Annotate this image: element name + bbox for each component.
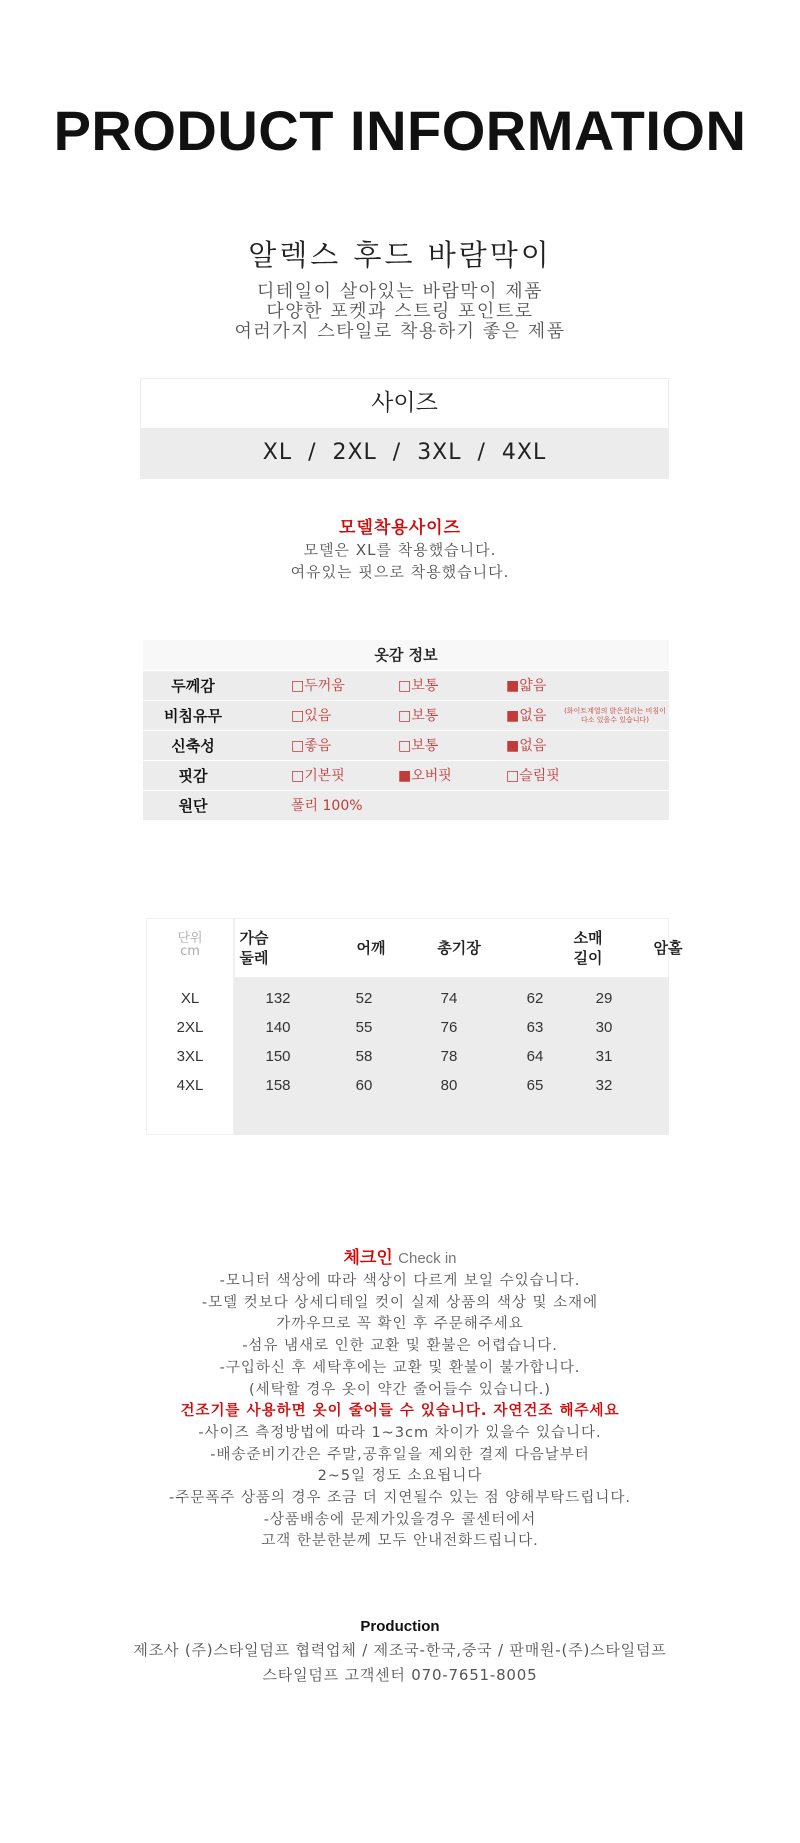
checkin-line: 고객 한분한분께 모두 안내전화드립니다.	[261, 1533, 539, 1550]
fabric-row-stretch	[143, 730, 669, 760]
fabric-option: ■없음	[506, 708, 547, 724]
measurement-column-label: 가슴	[239, 929, 269, 947]
measurement-cell: 158	[265, 1077, 291, 1094]
measurement-column-header	[429, 938, 489, 958]
fabric-option: □있음	[291, 708, 332, 724]
measurement-column-header	[224, 928, 284, 968]
checkin-title-ko: 체크인	[343, 1248, 393, 1268]
checkin-line: -배송준비기간은 주말,공휴일을 제외한 결제 다음날부터	[210, 1446, 590, 1463]
unit-label-line: 단위	[177, 931, 203, 946]
size-cell: 3XL	[176, 1048, 204, 1065]
measurement-cell: 65	[526, 1077, 544, 1094]
size-box	[140, 378, 669, 479]
measurement-cell: 150	[265, 1048, 291, 1065]
product-description	[0, 282, 800, 342]
size-cell: 2XL	[176, 1019, 204, 1036]
measurement-cell: 60	[355, 1077, 373, 1094]
fabric-row-label: 핏감	[178, 767, 208, 785]
size-cell: XL	[180, 990, 200, 1007]
fabric-row-see-through	[143, 700, 669, 730]
measurement-column-header	[341, 938, 401, 958]
measurement-cell: 140	[265, 1019, 291, 1036]
measurement-cell: 74	[440, 990, 458, 1007]
fabric-row-label: 비침유무	[164, 707, 222, 725]
measurement-column-label: 암홀	[653, 939, 683, 957]
measurement-column-header	[638, 938, 698, 958]
model-size-line: 모델은 XL를 착용했습니다.	[303, 541, 497, 559]
description-line: 디테일이 살아있는 바람막이 제품	[256, 281, 544, 302]
fabric-option: □두꺼움	[291, 678, 345, 694]
fabric-row-thickness	[143, 670, 669, 700]
fabric-row-fit	[143, 760, 669, 790]
model-size-section	[0, 517, 800, 583]
model-size-title: 모델착용사이즈	[339, 518, 461, 538]
fabric-option: □보통	[398, 678, 439, 694]
measurement-table	[146, 918, 683, 1135]
fabric-row-label: 두께감	[171, 677, 215, 695]
measurement-column-label: 소매	[573, 929, 603, 947]
description-line: 다양한 포켓과 스트링 포인트로	[266, 301, 534, 322]
measurement-cell: 52	[355, 990, 373, 1007]
checkin-title-en: Check in	[398, 1250, 457, 1267]
checkin-line: (세탁할 경우 옷이 약간 줄어들수 있습니다.)	[248, 1381, 552, 1398]
measurement-column-header	[558, 928, 618, 968]
size-cell: 4XL	[176, 1077, 204, 1094]
fabric-option: ■오버핏	[398, 768, 452, 784]
fabric-option: □보통	[398, 738, 439, 754]
production-section	[0, 1617, 800, 1687]
fabric-option: □슬림핏	[506, 768, 560, 784]
measurement-cell: 78	[440, 1048, 458, 1065]
description-line: 여러가지 스타일로 착용하기 좋은 제품	[234, 321, 566, 342]
fabric-option: 폴리 100%	[291, 798, 363, 814]
measurement-cell: 58	[355, 1048, 373, 1065]
fabric-info-header: 옷감 정보	[143, 640, 669, 670]
size-values: XL / 2XL / 3XL / 4XL	[141, 428, 668, 478]
measurement-cell: 62	[526, 990, 544, 1007]
fabric-note	[563, 707, 667, 725]
fabric-option: □기본핏	[291, 768, 345, 784]
checkin-line: 가까우므로 꼭 확인 후 주문해주세요	[276, 1316, 524, 1333]
measurement-cell: 63	[526, 1019, 544, 1036]
production-title: Production	[360, 1618, 440, 1635]
measurement-cell: 76	[440, 1019, 458, 1036]
checkin-line: -사이즈 측정방법에 따라 1~3cm 차이가 있을수 있습니다.	[198, 1424, 602, 1441]
size-header: 사이즈	[141, 379, 668, 428]
checkin-line: -모니터 색상에 따라 색상이 다르게 보일 수있습니다.	[219, 1273, 581, 1289]
fabric-row-label: 신축성	[171, 737, 215, 755]
checkin-lines	[0, 1271, 800, 1553]
checkin-line: -상품배송에 문제가있을경우 콜센터에서	[263, 1511, 537, 1528]
checkin-line: -섬유 냄새로 인한 교환 및 환불은 어렵습니다.	[242, 1338, 558, 1355]
measurement-cell: 80	[440, 1077, 458, 1094]
fabric-option: □보통	[398, 708, 439, 724]
measurement-cell: 32	[595, 1077, 613, 1094]
checkin-section	[0, 1246, 800, 1553]
checkin-warning-line: 건조기를 사용하면 옷이 줄어들 수 있습니다. 자연건조 해주세요	[180, 1403, 620, 1420]
unit-label	[146, 932, 234, 958]
model-size-line: 여유있는 핏으로 착용했습니다.	[290, 563, 510, 581]
checkin-line: -구입하신 후 세탁후에는 교환 및 환불이 불가합니다.	[219, 1359, 581, 1376]
fabric-option: ■없음	[506, 738, 547, 754]
production-line: 스타일덤프 고객센터 070-7651-8005	[262, 1666, 538, 1684]
fabric-row-label: 원단	[178, 797, 208, 815]
fabric-option: ■얇음	[506, 678, 547, 694]
measurement-cell: 64	[526, 1048, 544, 1065]
measurement-column-label: 길이	[573, 949, 603, 967]
checkin-line: 2~5일 정도 소요됩니다	[317, 1468, 483, 1485]
checkin-title	[0, 1246, 800, 1271]
fabric-option: □좋음	[291, 738, 332, 754]
production-line: 제조사 (주)스타일덤프 협력업체 / 제조국-한국,중국 / 판매원-(주)스타일덤프	[133, 1641, 667, 1659]
page-title: PRODUCT INFORMATION	[53, 99, 747, 162]
measurement-cell: 29	[595, 990, 613, 1007]
checkin-line: -모델 컷보다 상세디테일 컷이 실제 상품의 색상 및 소재에	[201, 1294, 599, 1311]
measurement-cell: 30	[595, 1019, 613, 1036]
measurement-cell: 55	[355, 1019, 373, 1036]
checkin-line: -주문폭주 상품의 경우 조금 더 지연될수 있는 점 양해부탁드립니다.	[169, 1490, 631, 1507]
measurement-column-label: 둘레	[239, 949, 269, 967]
fabric-info-table	[143, 640, 669, 820]
measurement-cell: 31	[595, 1048, 613, 1065]
fabric-note-text: (화이트계열의 밝은컬러는 비침이 다소 있을수 있습니다)	[564, 707, 666, 724]
measurement-column-label: 총기장	[437, 939, 481, 957]
product-name: 알렉스 후드 바람막이	[248, 238, 552, 272]
measurement-column-label: 어깨	[356, 939, 386, 957]
measurement-cell: 132	[265, 990, 291, 1007]
unit-label-line: cm	[180, 944, 200, 959]
fabric-row-material	[143, 790, 669, 820]
